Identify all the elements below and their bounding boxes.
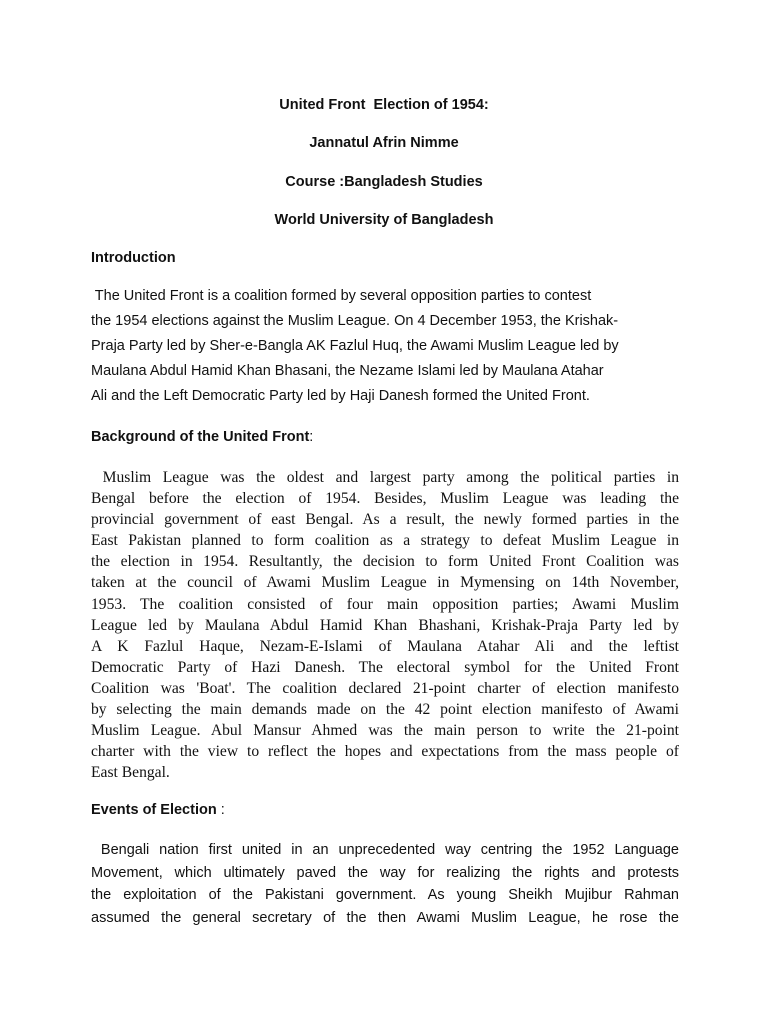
paragraph-line: assumed the general secretary of the then Awami Muslim League, he rose the <box>91 909 679 926</box>
paragraph-line: Bengal before the election of 1954. Besides, Muslim League was leading the <box>91 490 679 508</box>
background-heading-colon: : <box>309 429 314 445</box>
background-heading-text: Background of the United Front <box>91 429 310 445</box>
events-heading-colon: : <box>216 802 225 818</box>
paragraph-line: Coalition was 'Boat'. The coalition declared 21-point charter of election manifesto <box>91 679 679 697</box>
paragraph-line: Bengali nation first united in an unprecedented way centring the 1952 Language <box>91 842 679 858</box>
author-name: Jannatul Afrin Nimme <box>309 135 459 151</box>
paragraph-line: A K Fazlul Haque, Nezam-E-Islami of Maulana Atahar Ali and the leftist <box>91 637 679 655</box>
course-name: Course :Bangladesh Studies <box>285 174 483 190</box>
paragraph-line: Democratic Party of Hazi Danesh. The electoral symbol for the United Front <box>91 658 679 676</box>
paragraph-line: Muslim League. Abul Mansur Ahmed was the main person to write the 21-point <box>91 722 679 740</box>
paragraph-line: provincial government of east Bengal. As a result, the newly formed parties in the <box>91 511 679 529</box>
introduction-heading: Introduction <box>91 250 176 266</box>
document-title: United Front Election of 1954: <box>279 97 489 113</box>
paragraph-line: charter with the view to reflect the hopes and expectations from the mass people of <box>91 743 679 761</box>
paragraph-line: taken at the council of Awami Muslim League in Mymensing on 14th November, <box>91 574 679 592</box>
background-heading <box>91 428 313 446</box>
paragraph-line: Maulana Abdul Hamid Khan Bhasani, the Nezame Islami led by Maulana Atahar <box>91 363 604 379</box>
paragraph-line: the election in 1954. Resultantly, the decision to form United Front Coalition was <box>91 553 679 571</box>
paragraph-line: Praja Party led by Sher-e-Bangla AK Fazlul Huq, the Awami Muslim League led by <box>91 338 619 354</box>
paragraph-line: Ali and the Left Democratic Party led by Haji Danesh formed the United Front. <box>91 388 590 404</box>
events-paragraph <box>91 839 679 929</box>
university-name: World University of Bangladesh <box>274 212 494 228</box>
events-heading-text: Events of Election <box>91 802 217 818</box>
paragraph-line: Movement, which ultimately paved the way for realizing the rights and protests <box>91 864 679 881</box>
paragraph-line: The United Front is a coalition formed by several opposition parties to contest <box>91 288 592 304</box>
events-heading <box>91 801 225 819</box>
paragraph-line: by selecting the main demands made on the 42 point election manifesto of Awami <box>91 701 679 719</box>
background-paragraph <box>91 467 679 783</box>
introduction-paragraph <box>91 284 679 409</box>
paragraph-line: League led by Maulana Abdul Hamid Khan Bhashani, Krishak-Praja Party led by <box>91 616 679 634</box>
paragraph-line: East Pakistan planned to form coalition as a strategy to defeat Muslim League in <box>91 532 679 550</box>
paragraph-line: the exploitation of the Pakistani government. As young Sheikh Mujibur Rahman <box>91 887 679 904</box>
paragraph-line: East Bengal. <box>91 764 170 782</box>
paragraph-line: 1953. The coalition consisted of four main opposition parties; Awami Muslim <box>91 595 679 613</box>
paragraph-line: Muslim League was the oldest and largest party among the political parties in <box>91 469 679 486</box>
paragraph-line: the 1954 elections against the Muslim League. On 4 December 1953, the Krishak- <box>91 313 619 329</box>
